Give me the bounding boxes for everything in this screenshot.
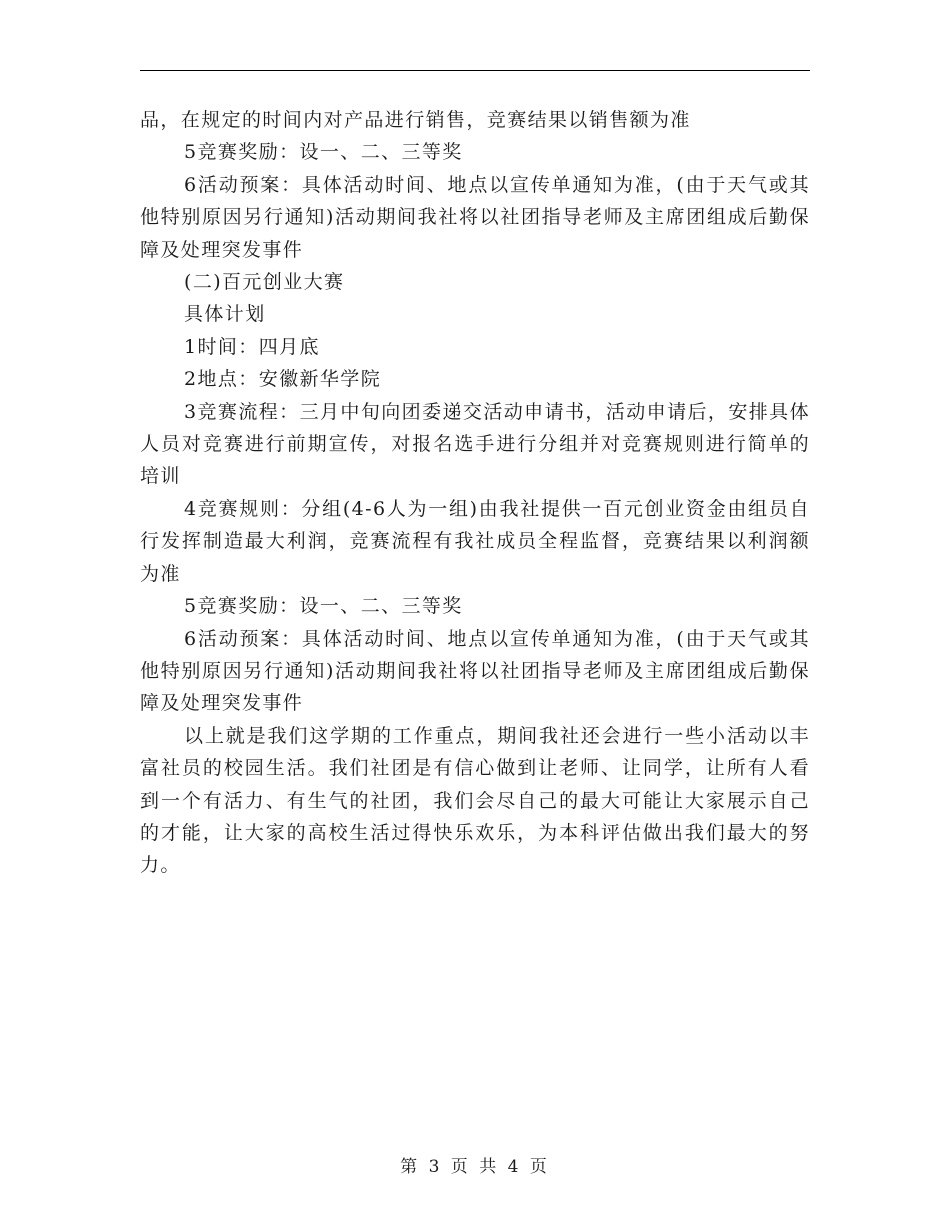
page-number-footer: 第 3 页 共 4 页 — [400, 1157, 550, 1177]
section-heading: (二)百元创业大赛 — [184, 271, 345, 294]
paragraph: 5竞赛奖励：设一、二、三等奖 — [184, 595, 463, 618]
paragraph: 1时间：四月底 — [184, 335, 320, 358]
paragraph: 5竞赛奖励：设一、二、三等奖 — [184, 141, 463, 164]
paragraph: 6活动预案：具体活动时间、地点以宣传单通知为准，(由于天气或其他特别原因另行通知)活动期间我社将以社团指导老师及主席团组成后勤保障及处理突发事件 — [140, 173, 810, 261]
header-rule — [140, 70, 810, 71]
paragraph: 3竞赛流程：三月中旬向团委递交活动申请书，活动申请后，安排具体人员对竞赛进行前期宣传，对报名选手进行分组并对竞赛规则进行简单的培训 — [140, 400, 810, 488]
document-body — [140, 104, 810, 882]
paragraph: 6活动预案：具体活动时间、地点以宣传单通知为准，(由于天气或其他特别原因另行通知)活动期间我社将以社团指导老师及主席团组成后勤保障及处理突发事件 — [140, 627, 810, 715]
subheading: 具体计划 — [184, 303, 266, 326]
paragraph: 以上就是我们这学期的工作重点，期间我社还会进行一些小活动以丰富社员的校园生活。我们社团是有信心做到让老师、让同学，让所有人看到一个有活力、有生气的社团，我们会尽自己的最大可能让大家展示自己的才能，让大家的高校生活过得快乐欢乐，为本科评估做出我们最大的努力。 — [140, 724, 810, 877]
paragraph: 4竞赛规则：分组(4-6人为一组)由我社提供一百元创业资金由组员自行发挥制造最大利润，竞赛流程有我社成员全程监督，竞赛结果以利润额为准 — [140, 497, 810, 585]
paragraph: 品，在规定的时间内对产品进行销售，竞赛结果以销售额为准 — [140, 109, 691, 131]
paragraph: 2地点：安徽新华学院 — [184, 368, 382, 391]
